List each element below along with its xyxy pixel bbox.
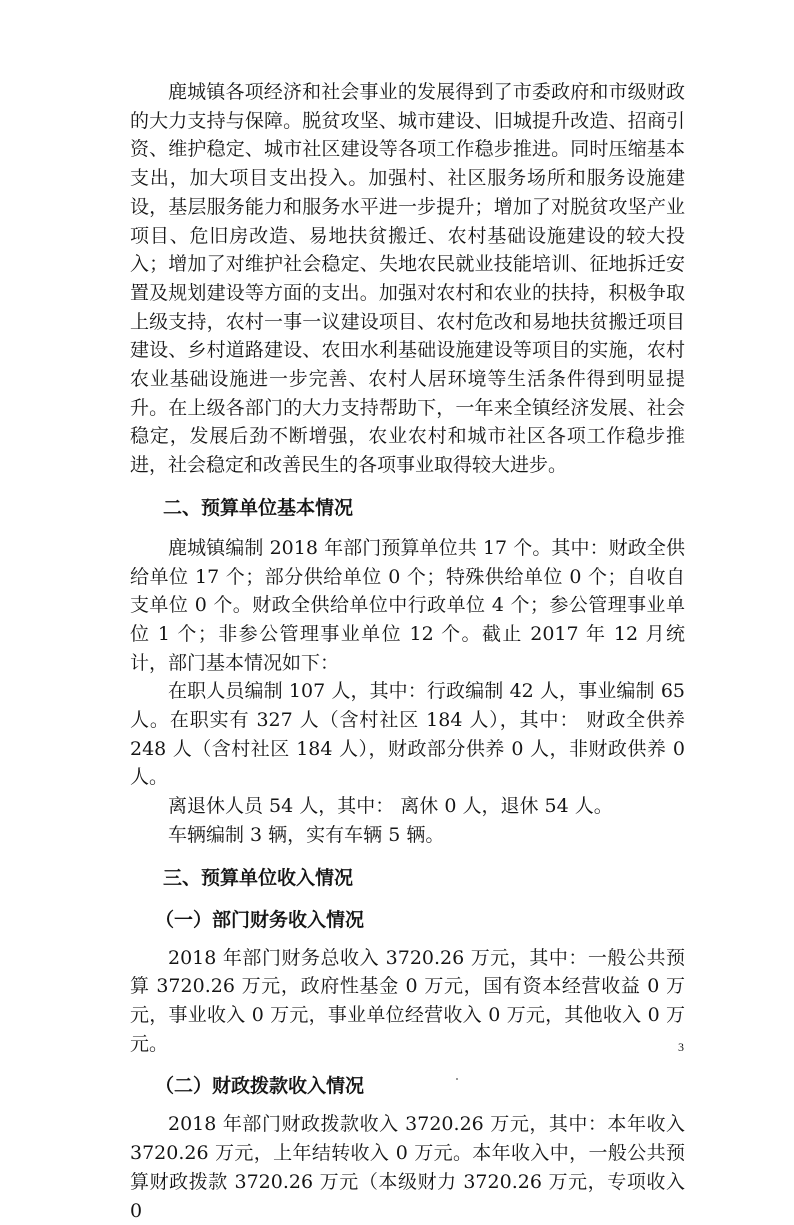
paragraph-retired-staff: 离退休人员 54 人，其中： 离休 0 人，退休 54 人。: [168, 795, 613, 818]
paragraph-development-overview: 鹿城镇各项经济和社会事业的发展得到了市委政府和市级财政的大力支持与保障。脱贫攻坚、城市建设、旧城提升改造、招商引资、维护稳定、城市社区建设等各项工作稳步推进。同时压缩基本支出，加大项目支出投入。加强村、社区服务场所和服务设施建设，基层服务能力和服务水平进一步提升；增加了对脱贫攻坚产业项目、危旧房改造、易地扶贫搬迁、农村基础设施建设的较大投入；增加了对维护社会稳定、失地农民就业技能培训、征地拆迁安置及规划建设等方面的支出。加强对农村和农业的扶持，积极争取上级支持，农村一事一议建设项目、农村危改和易地扶贫搬迁项目建设、乡村道路建设、农田水利基础设施建设等项目的实施，农村农业基础设施进一步完善、农村人居环境等生活条件得到明显提升。在上级各部门的大力支持帮助下，一年来全镇经济发展、社会稳定，发展后劲不断增强，农业农村和城市社区各项工作稳步推进，社会稳定和改善民生的各项事业取得较大进步。: [130, 81, 685, 477]
subsection-heading-fiscal-allocation: （二）财政拨款收入情况: [155, 1075, 365, 1098]
paragraph-staffing: 在职人员编制 107 人，其中：行政编制 42 人，事业编制 65 人。在职实有 327 人（含村社区 184 人），其中： 财政全供养 248 人（含村社区 184 人），财政部分供养 0 人，非财政供养 0 人。: [130, 680, 685, 789]
section-heading-budget-units: 二、预算单位基本情况: [163, 496, 354, 519]
section-heading-income: 三、预算单位收入情况: [163, 866, 354, 889]
subsection-heading-financial-income: （一）部门财务收入情况: [155, 908, 365, 931]
paragraph-vehicles: 车辆编制 3 辆，实有车辆 5 辆。: [168, 823, 445, 846]
paragraph-financial-income: 2018 年部门财务总收入 3720.26 万元，其中：一般公共预算 3720.26 万元，政府性基金 0 万元，国有资本经营收益 0 万元，事业收入 0 万元，事业单位经营收入 0 万元，其他收入 0 万元。: [130, 946, 685, 1055]
scan-speck: [456, 1078, 458, 1080]
paragraph-fiscal-allocation: 2018 年部门财政拨款收入 3720.26 万元，其中：本年收入 3720.26 万元，上年结转收入 0 万元。本年收入中，一般公共预算财政拨款 3720.26 万元（本级财力 3720.26 万元，专项收入 0: [130, 1113, 685, 1222]
document-body: [130, 78, 685, 1225]
page-number: 3: [678, 1040, 684, 1054]
paragraph-budget-units-count: 鹿城镇编制 2018 年部门预算单位共 17 个。其中：财政全供给单位 17 个；部分供给单位 0 个；特殊供给单位 0 个；自收自支单位 0 个。财政全供给单位中行政单位 4 个；参公管理事业单位 1 个；非参公管理事业单位 12 个。截止 2017 年 12 月统计，部门基本情况如下：: [130, 536, 685, 674]
